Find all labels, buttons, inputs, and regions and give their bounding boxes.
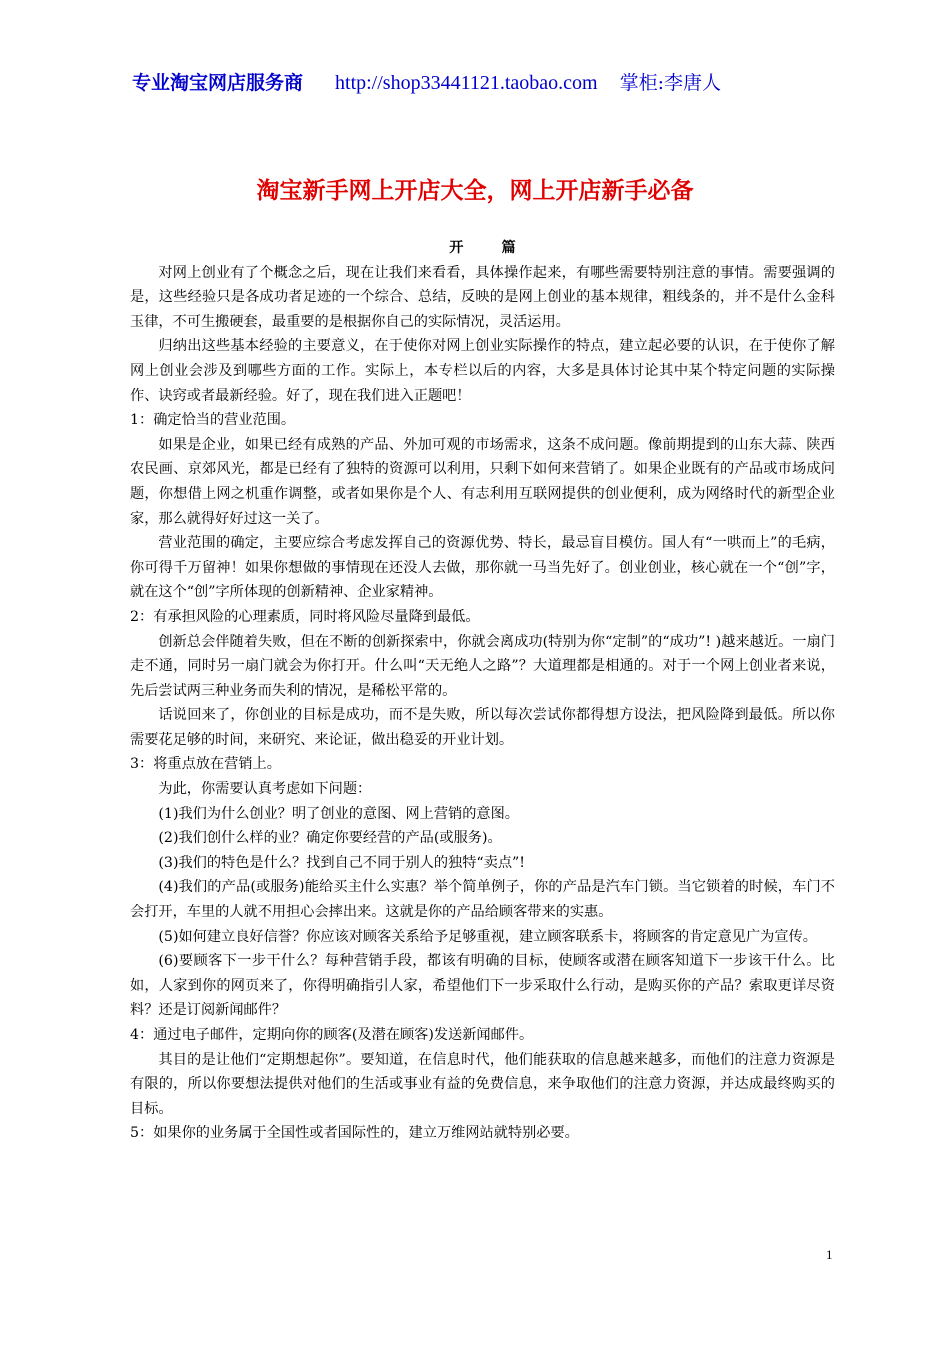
shop-url-link[interactable]: http://shop33441121.taobao.com [335,72,598,94]
numbered-heading: 4：通过电子邮件，定期向你的顾客(及潜在顾客)发送新闻邮件。 [130,1027,534,1043]
page-header [132,68,832,98]
document-title: 淘宝新手网上开店大全，网上开店新手必备 [256,177,694,204]
paragraph: (5)如何建立良好信誉？你应该对顾客关系给予足够重视，建立顾客联系卡，将顾客的肯定意见广为宣传。 [158,928,817,945]
paragraph: (2)我们创什么样的业？确定你要经营的产品(或服务)。 [158,830,502,847]
shop-owner: 掌柜:李唐人 [619,72,721,94]
document-body [130,236,835,1146]
shop-name: 专业淘宝网店服务商 [132,72,304,94]
numbered-heading: 2：有承担风险的心理素质，同时将风险尽量降到最低。 [130,608,480,625]
paragraph-list [130,261,835,1146]
paragraph: (1)我们为什么创业？明了创业的意图、网上营销的意图。 [158,805,519,822]
paragraph: 其目的是让他们“定期想起你”。要知道，在信息时代，他们能获取的信息越来越多，而他们的注意力资源是有限的，所以你要想法提供对他们的生活或事业有益的免费信息，来争取他们的注意力资源，并达成最终购买的目标。 [130,1051,835,1117]
numbered-heading: 1：确定恰当的营业范围。 [130,412,296,429]
paragraph: 为此，你需要认真考虑如下问题： [158,781,372,798]
paragraph: 如果是企业，如果已经有成熟的产品、外加可观的市场需求，这条不成问题。像前期提到的山东大蒜、陕西农民画、京郊风光，都是已经有了独特的资源可以利用，只剩下如何来营销了。如果企业既有的产品或市场成问题，你想借上网之机重作调整，或者如果你是个人、有志利用互联网提供的创业便利，成为网络时代的新型企业家，那么就得好好过这一关了。 [130,436,835,527]
paragraph: (4)我们的产品(或服务)能给买主什么实惠？举个简单例子，你的产品是汽车门锁。当它锁着的时候，车门不会打开，车里的人就不用担心会摔出来。这就是你的产品给顾客带来的实惠。 [130,879,835,921]
numbered-heading: 5：如果你的业务属于全国性或者国际性的，建立万维网站就特别必要。 [130,1125,579,1142]
section-heading: 开篇 [449,240,554,256]
paragraph: 话说回来了，你创业的目标是成功，而不是失败，所以每次尝试你都得想方设法，把风险降到最低。所以你需要花足够的时间，来研究、来论证，做出稳妥的开业计划。 [130,707,835,748]
paragraph: 对网上创业有了个概念之后，现在让我们来看看，具体操作起来，有哪些需要特别注意的事情。需要强调的是，这些经验只是各成功者足迹的一个综合、总结，反映的是网上创业的基本规律，粗线条的，并不是什么金科玉律，不可生搬硬套，最重要的是根据你自己的实际情况，灵活运用。 [130,264,835,330]
numbered-heading: 3：将重点放在营销上。 [130,756,281,773]
paragraph: 归纳出这些基本经验的主要意义，在于使你对网上创业实际操作的特点，建立起必要的认识，在于使你了解网上创业会涉及到哪些方面的工作。实际上，本专栏以后的内容，大多是具体讨论其中某个特定问题的实际操作、诀窍或者最新经验。好了，现在我们进入正题吧！ [130,338,835,404]
paragraph: (6)要顾客下一步干什么？每种营销手段，都该有明确的目标，使顾客或潜在顾客知道下一步该干什么。比如，人家到你的网页来了，你得明确指引人家，希望他们下一步采取什么行动，是购买你的产品？索取更详尽资料？还是订阅新闻邮件？ [130,953,835,1019]
page-number: 1 [826,1247,833,1262]
paragraph: (3)我们的特色是什么？找到自己不同于别人的独特“卖点”! [158,854,526,871]
paragraph: 营业范围的确定，主要应综合考虑发挥自己的资源优势、特长，最忌盲目模仿。国人有“一哄而上”的毛病，你可得千万留神！如果你想做的事情现在还没人去做，那你就一马当先好了。创业创业，核心就在一个“创”字，就在这个“创”字所体现的创新精神、企业家精神。 [130,535,835,601]
paragraph: 创新总会伴随着失败，但在不断的创新探索中，你就会离成功(特别为你“定制”的“成功”! )越来越近。一扇门走不通，同时另一扇门就会为你打开。什么叫“天无绝人之路”？大道理都是相通的。对于一个网上创业者来说，先后尝试两三种业务而失利的情况，是稀松平常的。 [130,633,835,699]
